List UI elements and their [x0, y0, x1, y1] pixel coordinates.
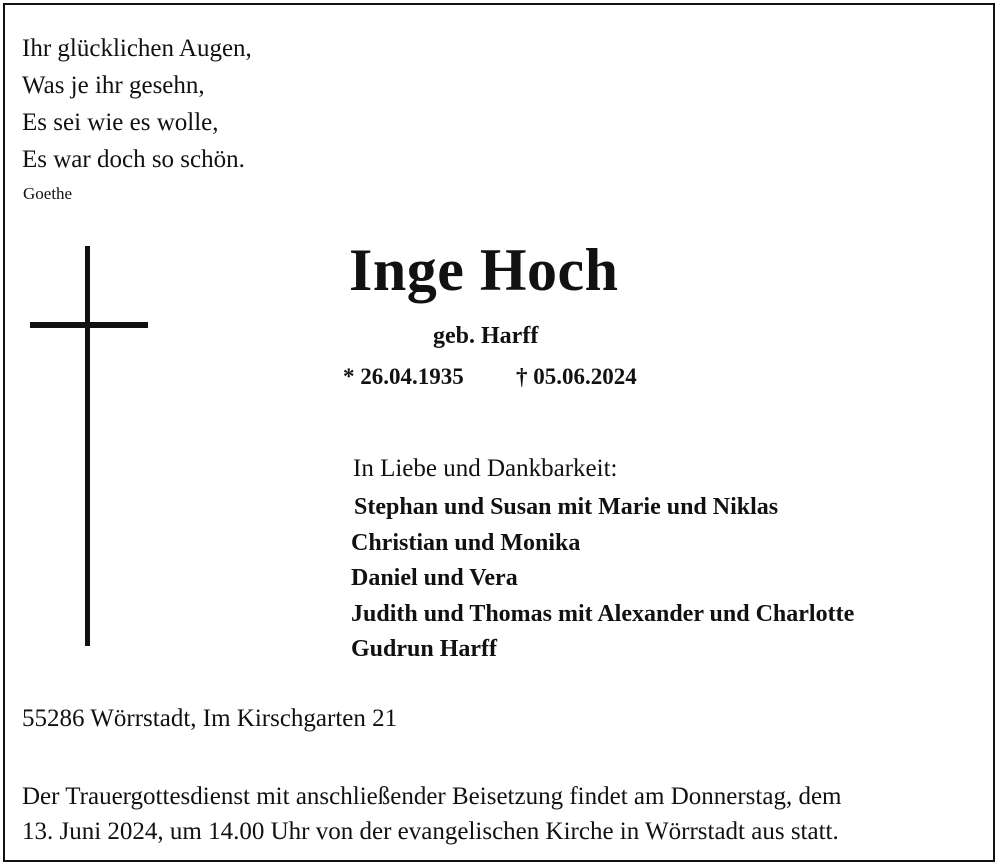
mourner-line: Judith und Thomas mit Alexander und Charlotte	[351, 600, 855, 627]
address: 55286 Wörrstadt, Im Kirschgarten 21	[22, 705, 398, 732]
mourners-list	[351, 490, 854, 668]
maiden-name: geb. Harff	[433, 323, 539, 349]
poem	[22, 30, 252, 178]
poem-line: Was je ihr gesehn,	[22, 72, 205, 99]
mourner-line: Daniel und Vera	[351, 565, 518, 591]
cross-horizontal-bar	[30, 322, 148, 328]
birth-date: * 26.04.1935	[343, 364, 464, 389]
mourner-line: Gudrun Harff	[351, 636, 498, 662]
mourner-line: Stephan und Susan mit Marie und Niklas	[354, 494, 779, 520]
service-info	[22, 779, 841, 849]
service-line: Der Trauergottesdienst mit anschließender Beisetzung findet am Donnerstag, dem	[22, 783, 842, 810]
dedication: In Liebe und Dankbarkeit:	[353, 455, 618, 482]
poem-author: Goethe	[23, 184, 73, 203]
death-date: † 05.06.2024	[516, 364, 637, 389]
deceased-name: Inge Hoch	[349, 237, 619, 303]
poem-line: Es sei wie es wolle,	[22, 109, 219, 136]
poem-line: Es war doch so schön.	[22, 146, 245, 173]
mourner-line: Christian und Monika	[351, 529, 581, 556]
service-line: 13. Juni 2024, um 14.00 Uhr von der evangelischen Kirche in Wörrstadt aus statt.	[22, 818, 839, 845]
poem-line: Ihr glücklichen Augen,	[22, 35, 252, 62]
cross-vertical-bar	[85, 246, 90, 646]
